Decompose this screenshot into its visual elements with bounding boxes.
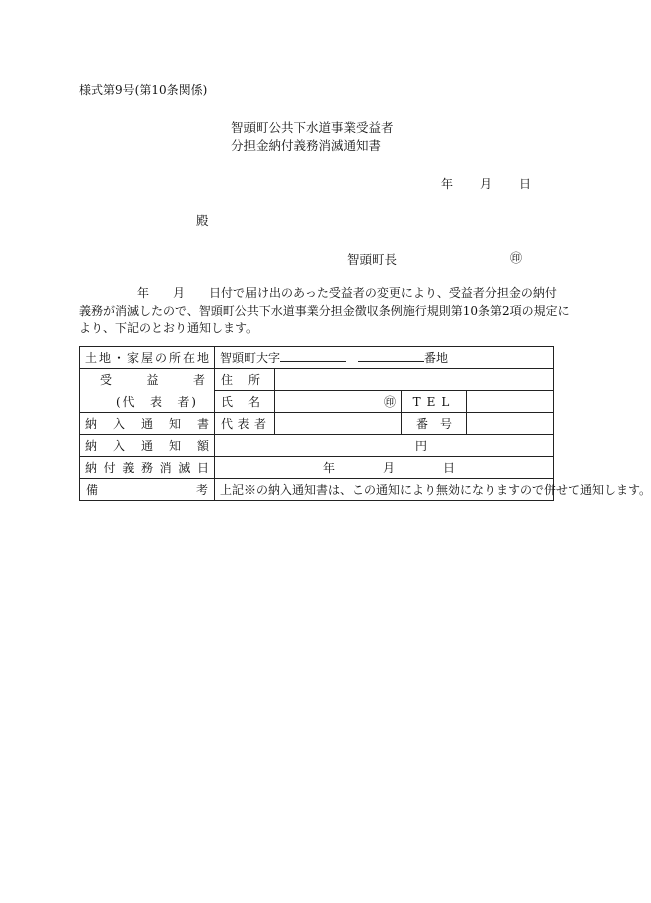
issuer-name: 智頭町長 (347, 252, 398, 267)
address-field (275, 369, 554, 391)
tel-field (467, 391, 554, 413)
issue-date: 年 月 日 (441, 177, 533, 191)
notice-amount-label: 納入通知額 (80, 435, 215, 457)
aza-blank (280, 350, 346, 362)
land-value-prefix: 智頭町大字 (220, 351, 281, 365)
title-line-1: 智頭町公共下水道事業受益者 (231, 120, 394, 135)
notice-amount-field (215, 435, 554, 457)
notice-table (79, 346, 651, 501)
addressee-honorific: 殿 (196, 213, 209, 228)
remarks-label-a: 備 (86, 483, 99, 497)
extinction-date-label: 納付義務消滅日 (80, 457, 215, 479)
table-row-beneficiary-name (80, 391, 554, 413)
notice-document-label: 納入通知書 (80, 413, 215, 435)
notice-body (79, 285, 570, 338)
body-line-1: 年 月 日付で届け出のあった受益者の変更により、受益者分担金の納付 (137, 286, 557, 300)
representative-label: (代 表 者) (80, 391, 215, 413)
table-row-notice-document (80, 413, 554, 435)
tel-label: TEL (402, 391, 467, 413)
table-row-remarks (80, 479, 554, 501)
title-line-2: 分担金納付義務消滅通知書 (231, 138, 382, 153)
name-field-seal: ㊞ (275, 391, 402, 413)
number-label: 番 号 (402, 413, 467, 435)
body-line-2: 義務が消滅したので、智頭町公共下水道事業分担金徴収条例施行規則第10条第2項の規定に (79, 303, 570, 318)
number-field (467, 413, 554, 435)
representative-field (275, 413, 402, 435)
land-value-suffix: 番地 (424, 351, 449, 365)
representative-field-label: 代表者 (215, 413, 275, 435)
remarks-label (80, 479, 215, 501)
remarks-label-b: 考 (195, 483, 208, 497)
land-location-label: 土地・家屋の所在地 (80, 347, 215, 369)
table-row-land (80, 347, 554, 369)
issuer-seal-mark: ㊞ (510, 251, 523, 265)
form-number: 様式第9号(第10条関係) (79, 83, 208, 97)
name-label: 氏 名 (215, 391, 275, 413)
yen-unit: 円 (415, 439, 428, 453)
land-location-value (215, 347, 554, 369)
beneficiary-label: 受 益 者 (80, 369, 215, 391)
table-row-extinction-date (80, 457, 554, 479)
body-line-3: より、下記のとおり通知します。 (79, 321, 259, 335)
lot-number-blank (358, 350, 424, 362)
remarks-text: 上記※の納入通知書は、この通知により無効になりますので併せて通知します。 (215, 479, 554, 501)
address-label: 住 所 (215, 369, 275, 391)
table-row-notice-amount (80, 435, 554, 457)
document-title (231, 119, 394, 155)
extinction-date-value: 年 月 日 (215, 457, 554, 479)
table-row-beneficiary-address (80, 369, 554, 391)
